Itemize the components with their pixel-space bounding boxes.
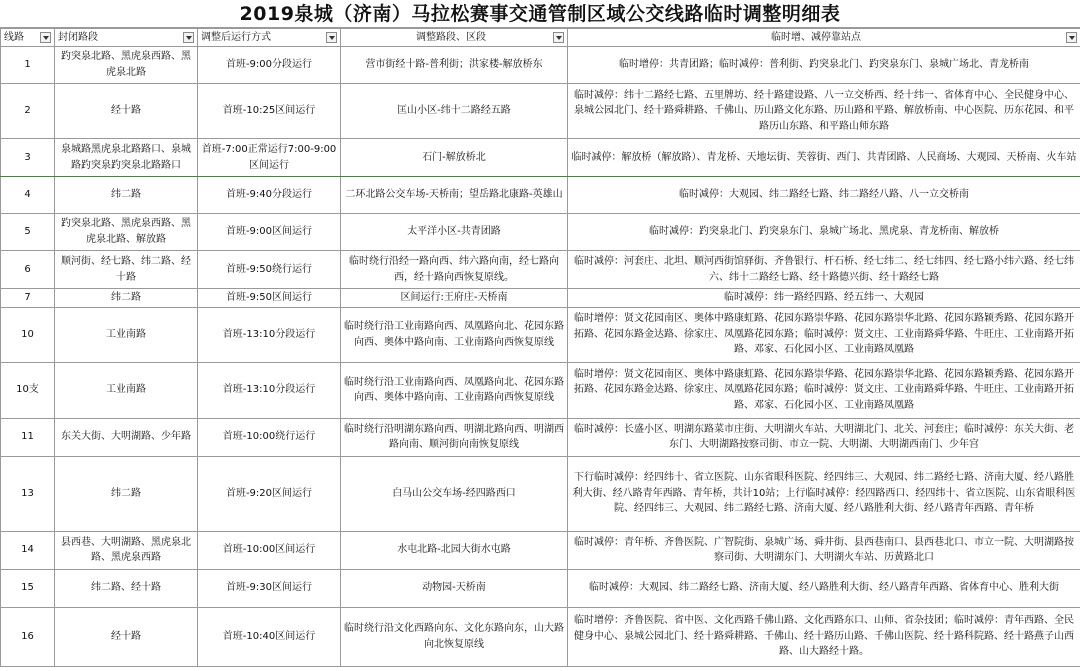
table-row	[1, 362, 1080, 418]
cell-stops[interactable]: 临时减停：大观园、纬二路经七路、纬二路经八路、八一立交桥南	[568, 177, 1080, 214]
header-row	[1, 29, 1080, 47]
cell-operation-mode[interactable]: 首班-13:10分段运行	[198, 362, 341, 418]
cell-operation-mode[interactable]: 首班-10:25区间运行	[198, 84, 341, 139]
column-header-adjusted-segment: 调整路段、区段	[341, 29, 568, 47]
cell-operation-mode[interactable]: 首班-9:00区间运行	[198, 214, 341, 251]
cell-line[interactable]: 10支	[1, 362, 55, 418]
cell-line[interactable]: 11	[1, 418, 55, 456]
bus-route-table	[0, 28, 1080, 667]
cell-closed-section[interactable]: 纬二路、经十路	[55, 569, 198, 607]
cell-operation-mode[interactable]: 首班-9:50区间运行	[198, 289, 341, 308]
cell-adjusted-segment[interactable]: 太平洋小区-共青团路	[341, 214, 568, 251]
cell-adjusted-segment[interactable]: 动物园-天桥南	[341, 569, 568, 607]
table-row	[1, 251, 1080, 289]
sheet-title: 2019泉城（济南）马拉松赛事交通管制区域公交线路临时调整明细表	[0, 0, 1080, 28]
table-row	[1, 84, 1080, 139]
table-row	[1, 569, 1080, 607]
cell-operation-mode[interactable]: 首班-9:30区间运行	[198, 569, 341, 607]
column-header-line: 线路	[1, 29, 55, 47]
table-row	[1, 456, 1080, 531]
cell-line[interactable]: 10	[1, 307, 55, 362]
table-row	[1, 307, 1080, 362]
cell-line[interactable]: 15	[1, 569, 55, 607]
column-header-operation-mode: 调整后运行方式	[198, 29, 341, 47]
cell-closed-section[interactable]: 顺河街、经七路、纬二路、经十路	[55, 251, 198, 289]
cell-operation-mode[interactable]: 首班-10:00绕行运行	[198, 418, 341, 456]
cell-operation-mode[interactable]: 首班-9:40分段运行	[198, 177, 341, 214]
cell-closed-section[interactable]: 趵突泉北路、黑虎泉西路、黑虎泉北路、解放路	[55, 214, 198, 251]
cell-closed-section[interactable]: 纬二路	[55, 456, 198, 531]
filter-dropdown-icon[interactable]	[553, 32, 564, 43]
cell-line[interactable]: 5	[1, 214, 55, 251]
cell-stops[interactable]: 临时增停：齐鲁医院、省中医、文化西路千佛山路、文化西路东口、山师、省杂技团；临时减停：青年西路、全民健身中心、泉城公园北门、经十路舜耕路、千佛山、经十路历山路、千佛山医院、经十路科院路、经十路燕子山西路、山大路经十路。	[568, 607, 1080, 666]
cell-operation-mode[interactable]: 首班-13:10分段运行	[198, 307, 341, 362]
cell-stops[interactable]: 临时增停：贤文花园南区、奥体中路康虹路、花园东路崇华路、花园东路崇华北路、花园东路颖秀路、花园东路开拓路、花园东路金达路、徐家庄、凤凰路花园东路；临时减停：贤文庄、工业南路舜华路、牛旺庄、工业南路开拓路、邓家、石化园小区、工业南路凤凰路	[568, 307, 1080, 362]
cell-closed-section[interactable]: 工业南路	[55, 307, 198, 362]
cell-line[interactable]: 1	[1, 47, 55, 84]
cell-closed-section[interactable]: 纬二路	[55, 177, 198, 214]
cell-stops[interactable]: 临时增停：贤文花园南区、奥体中路康虹路、花园东路崇华路、花园东路崇华北路、花园东路颖秀路、花园东路开拓路、花园东路金达路、徐家庄、凤凰路花园东路；临时减停：贤文庄、工业南路舜华路、牛旺庄、工业南路开拓路、邓家、石化园小区、工业南路凤凰路	[568, 362, 1080, 418]
table-row	[1, 289, 1080, 308]
table-row	[1, 214, 1080, 251]
table-row	[1, 531, 1080, 569]
cell-line[interactable]: 14	[1, 531, 55, 569]
filter-dropdown-icon[interactable]	[1066, 32, 1077, 43]
cell-line[interactable]: 13	[1, 456, 55, 531]
cell-operation-mode[interactable]: 首班-7:00正常运行7:00-9:00区间运行	[198, 139, 341, 177]
cell-line[interactable]: 2	[1, 84, 55, 139]
cell-closed-section[interactable]: 趵突泉北路、黑虎泉西路、黑虎泉北路	[55, 47, 198, 84]
cell-adjusted-segment[interactable]: 石门-解放桥北	[341, 139, 568, 177]
cell-closed-section[interactable]: 泉城路黑虎泉北路路口、泉城路趵突泉趵突泉北路路口	[55, 139, 198, 177]
cell-operation-mode[interactable]: 首班-10:40区间运行	[198, 607, 341, 666]
cell-adjusted-segment[interactable]: 白马山公交车场-经四路西口	[341, 456, 568, 531]
cell-line[interactable]: 7	[1, 289, 55, 308]
table-row	[1, 139, 1080, 177]
cell-closed-section[interactable]: 经十路	[55, 84, 198, 139]
cell-adjusted-segment[interactable]: 临时绕行沿经一路向西、纬六路向南，经七路向西，经十路向西恢复原线。	[341, 251, 568, 289]
column-header-closed-section: 封闭路段	[55, 29, 198, 47]
cell-adjusted-segment[interactable]: 临时绕行沿文化西路向东、文化东路向东，山大路向北恢复原线	[341, 607, 568, 666]
cell-adjusted-segment[interactable]: 临时绕行沿明湖东路向西、明湖北路向西、明湖西路向南、顺河街向南恢复原线	[341, 418, 568, 456]
cell-stops[interactable]: 临时增停：共青团路；临时减停：普利街、趵突泉北门、趵突泉东门、泉城广场北、青龙桥南	[568, 47, 1080, 84]
cell-closed-section[interactable]: 县西巷、大明湖路、黑虎泉北路、黑虎泉西路	[55, 531, 198, 569]
cell-stops[interactable]: 下行临时减停：经四纬十、省立医院、山东省眼科医院、经四纬三、大观园、纬二路经七路、济南大厦、经八路胜利大街、经八路青年西路、青年桥，共计10站；上行临时减停：经四路西口、经四纬十、省立医院、山东省眼科医院、经四纬三、大观园、纬二路经七路、济南大厦、经八路胜利大街、经八路青年西路、青年桥	[568, 456, 1080, 531]
cell-closed-section[interactable]: 纬二路	[55, 289, 198, 308]
table-row	[1, 47, 1080, 84]
cell-closed-section[interactable]: 东关大街、大明湖路、少年路	[55, 418, 198, 456]
cell-stops[interactable]: 临时减停：河套庄、北坦、顺河西街馆驿街、齐鲁银行、杆石桥、经七纬二、经七纬四、经七路小纬六路、经七纬六、纬十二路经七路、经十路德兴街、经十路经七路	[568, 251, 1080, 289]
cell-closed-section[interactable]: 工业南路	[55, 362, 198, 418]
cell-stops[interactable]: 临时减停：纬一路经四路、经五纬一、大观园	[568, 289, 1080, 308]
cell-operation-mode[interactable]: 首班-10:00区间运行	[198, 531, 341, 569]
filter-dropdown-icon[interactable]	[326, 32, 337, 43]
cell-stops[interactable]: 临时减停：解放桥（解放路）、青龙桥、天地坛街、芙蓉街、西门、共青团路、人民商场、大观园、天桥南、火车站	[568, 139, 1080, 177]
cell-stops[interactable]: 临时减停：纬十二路经七路、五里牌坊、经十路建设路、八一立交桥西、经十纬一、省体育中心、全民健身中心、泉城公园北门、经十路舜耕路、千佛山、历山路文化东路、历山路和平路、解放桥南、中心医院、历东花园、和平路历山东路、和平路山师东路	[568, 84, 1080, 139]
cell-stops[interactable]: 临时减停：趵突泉北门、趵突泉东门、泉城广场北、黑虎泉、青龙桥南、解放桥	[568, 214, 1080, 251]
table-row	[1, 607, 1080, 666]
cell-adjusted-segment[interactable]: 二环北路公交车场-天桥南；望岳路北康路-英雄山	[341, 177, 568, 214]
cell-line[interactable]: 4	[1, 177, 55, 214]
cell-operation-mode[interactable]: 首班-9:50绕行运行	[198, 251, 341, 289]
cell-adjusted-segment[interactable]: 区间运行:王府庄-天桥南	[341, 289, 568, 308]
cell-line[interactable]: 3	[1, 139, 55, 177]
column-header-stops: 临时增、减停靠站点	[568, 29, 1080, 47]
cell-adjusted-segment[interactable]: 营市街经十路-普利街；洪家楼-解放桥东	[341, 47, 568, 84]
table-row	[1, 177, 1080, 214]
cell-adjusted-segment[interactable]: 临时绕行沿工业南路向西、凤凰路向北、花园东路向西、奥体中路向南、工业南路向西恢复原线	[341, 362, 568, 418]
cell-stops[interactable]: 临时减停：大观园、纬二路经七路、济南大厦、经八路胜利大街、经八路青年西路、省体育中心、胜利大街	[568, 569, 1080, 607]
table-row	[1, 418, 1080, 456]
filter-dropdown-icon[interactable]	[183, 32, 194, 43]
cell-stops[interactable]: 临时减停：长盛小区、明湖东路菜市庄街、大明湖火车站、大明湖北门、北关、河套庄；临时减停：东关大街、老东门、大明湖路按察司街、市立一院、大明湖、大明湖西南门、少年宫	[568, 418, 1080, 456]
cell-adjusted-segment[interactable]: 匡山小区-纬十二路经五路	[341, 84, 568, 139]
cell-adjusted-segment[interactable]: 临时绕行沿工业南路向西、凤凰路向北、花园东路向西、奥体中路向南、工业南路向西恢复原线	[341, 307, 568, 362]
cell-closed-section[interactable]: 经十路	[55, 607, 198, 666]
cell-line[interactable]: 16	[1, 607, 55, 666]
cell-adjusted-segment[interactable]: 水屯北路-北园大街水屯路	[341, 531, 568, 569]
cell-operation-mode[interactable]: 首班-9:00分段运行	[198, 47, 341, 84]
cell-stops[interactable]: 临时减停：青年桥、齐鲁医院、广智院街、泉城广场、舜井街、县西巷南口、县西巷北口、市立一院、大明湖路按察司街、大明湖东门、大明湖火车站、历黄路北口	[568, 531, 1080, 569]
filter-dropdown-icon[interactable]	[40, 32, 51, 43]
cell-line[interactable]: 6	[1, 251, 55, 289]
cell-operation-mode[interactable]: 首班-9:20区间运行	[198, 456, 341, 531]
